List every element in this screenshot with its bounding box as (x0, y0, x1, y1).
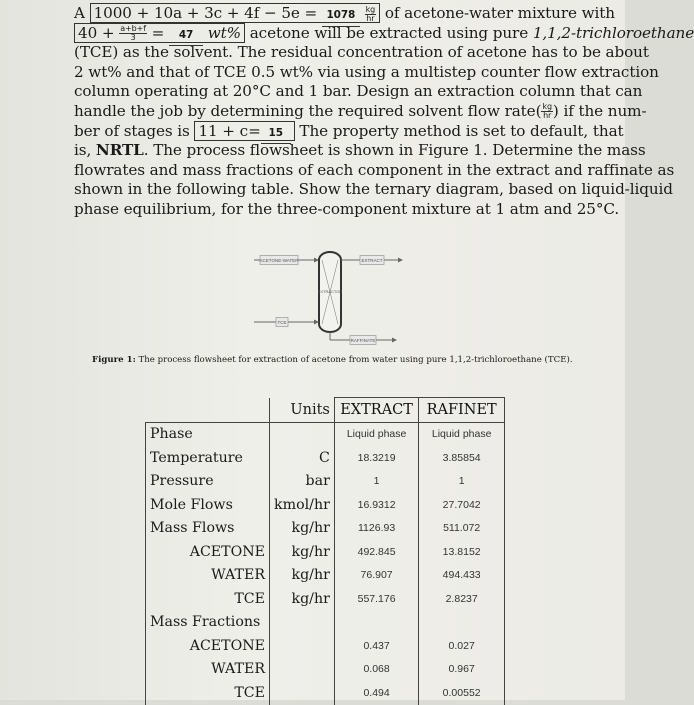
table-row (146, 493, 505, 517)
row-name: WATER (146, 658, 270, 682)
raffinate-arrow (392, 338, 397, 343)
table-row (146, 634, 505, 658)
equation-box-2 (74, 23, 245, 43)
row-unit: C (270, 446, 335, 470)
header-extract: EXTRACT (334, 398, 418, 423)
extract-arrow (398, 258, 403, 263)
row-extract-value (334, 611, 418, 635)
line1-suffix: of acetone-water mixture with (380, 4, 615, 22)
row-unit (270, 658, 335, 682)
solvent-name: 1,1,2-trichloroethane (532, 23, 694, 42)
problem-line-6: handle the job by determining the required solvent flow rate( $\frac{kg}{hr}$ ) if the num- (74, 101, 647, 121)
header-blank (146, 398, 270, 423)
row-name: WATER (146, 564, 270, 588)
equation-box-1 (90, 3, 381, 23)
table-row (146, 564, 505, 588)
row-name: Pressure (146, 470, 270, 494)
problem-line-9: flowrates and mass fractions of each component in the extract and raffinate as (74, 160, 675, 179)
table-row (146, 681, 505, 705)
caption-label: Figure 1: (92, 355, 136, 365)
row-name: Phase (146, 422, 270, 446)
problem-line-3: (TCE) as the solvent. The residual concentration of acetone has to be about (74, 43, 649, 62)
answer-blank-3[interactable]: 15 (261, 124, 291, 145)
problem-line-10: shown in the following table. Show the ternary diagram, based on liquid-liquid (74, 180, 673, 199)
answer-blank-1[interactable]: 1078 (322, 6, 360, 27)
table-row (146, 611, 505, 635)
solvent-label: TCE (277, 320, 287, 325)
problem-line-11: phase equilibrium, for the three-component mixture at 1 atm and 25°C. (74, 199, 620, 218)
row-raffinate-value: 2.8237 (419, 587, 505, 611)
equation-box-7: 11 + c= 15 (194, 121, 294, 141)
row-name: ACETONE (146, 540, 270, 564)
row-extract-value: 1126.93 (334, 517, 418, 541)
row-unit (270, 681, 335, 705)
row-unit: kg/hr (270, 587, 335, 611)
extract-label: EXTRACT (361, 258, 383, 263)
results-table (145, 397, 505, 705)
row-raffinate-value (419, 611, 505, 635)
row-extract-value: 0.494 (334, 681, 418, 705)
header-units: Units (270, 398, 335, 423)
table-row (146, 658, 505, 682)
equation-2b: = (146, 23, 170, 42)
row-unit (270, 422, 335, 446)
row-extract-value: 0.068 (334, 658, 418, 682)
row-extract-value: 492.845 (334, 540, 418, 564)
equation-2a: 40 + (78, 23, 120, 42)
row-extract-value: Liquid phase (334, 422, 418, 446)
row-raffinate-value: 494.433 (419, 564, 505, 588)
equation-1: 1000 + 10a + 3c + 4f − 5e = (93, 4, 318, 22)
row-raffinate-value: 13.8152 (419, 540, 505, 564)
table-row (146, 446, 505, 470)
unit-fraction-6: $\frac{kg}{hr}$ (542, 102, 552, 121)
problem-line-4: 2 wt% and that of TCE 0.5 wt% via using a multistep counter flow extraction (74, 62, 659, 81)
table-row (146, 540, 505, 564)
row-extract-value: 16.9312 (334, 493, 418, 517)
row-raffinate-value: 1 (419, 470, 505, 494)
row-name: Mass Flows (146, 517, 270, 541)
feed-label: ACETONE-WATER (259, 258, 299, 263)
row-unit: kg/hr (270, 517, 335, 541)
problem-line-7: ber of stages is 11 + c= 15 The property method is set to default, that (74, 122, 614, 142)
row-raffinate-value: 27.7042 (419, 493, 505, 517)
problem-statement (74, 4, 694, 220)
nrtl-label: NRTL (95, 141, 144, 160)
problem-line-8: is, NRTL. The process flowsheet is shown in Figure 1. Determine the mass (74, 141, 646, 160)
row-unit (270, 611, 335, 635)
row-raffinate-value: Liquid phase (419, 422, 505, 446)
row-extract-value: 557.176 (334, 587, 418, 611)
table-header-row (146, 398, 505, 423)
row-raffinate-value: 0.00552 (419, 681, 505, 705)
row-unit: kg/hr (270, 540, 335, 564)
row-unit: kmol/hr (270, 493, 335, 517)
table-row (146, 587, 505, 611)
row-name: Mass Fractions (146, 611, 270, 635)
row-raffinate-value: 511.072 (419, 517, 505, 541)
figure-caption (92, 355, 612, 365)
row-extract-value: 0.437 (334, 634, 418, 658)
row-name: ACETONE (146, 634, 270, 658)
header-raffinate: RAFINET (419, 398, 505, 423)
line2-suffix: acetone will be extracted using pure (245, 23, 533, 42)
table-row (146, 517, 505, 541)
row-name: Mole Flows (146, 493, 270, 517)
problem-line-5: column operating at 20°C and 1 bar. Design an extraction column that can (74, 82, 643, 101)
row-raffinate-value: 0.967 (419, 658, 505, 682)
row-unit (270, 634, 335, 658)
process-flowsheet-diagram (250, 246, 410, 346)
row-unit: bar (270, 470, 335, 494)
row-unit: kg/hr (270, 564, 335, 588)
table-row (146, 422, 505, 446)
wt-unit: wt% (207, 23, 241, 42)
unit-fraction-1: $\frac{kg}{hr}$ (365, 4, 376, 23)
row-name: Temperature (146, 446, 270, 470)
row-extract-value: 1 (334, 470, 418, 494)
row-extract-value: 76.907 (334, 564, 418, 588)
caption-text: The process flowsheet for extraction of acetone from water using pure 1,1,2-trichloroethane (TCE). (135, 355, 573, 365)
row-extract-value: 18.3219 (334, 446, 418, 470)
answer-blank-2[interactable]: 47 (169, 26, 203, 47)
table-row (146, 470, 505, 494)
row-name: TCE (146, 681, 270, 705)
fraction-abf: $\frac{a+b+f}{3}$ (120, 24, 146, 43)
line1-prefix: A (74, 4, 90, 22)
row-raffinate-value: 3.85854 (419, 446, 505, 470)
raffinate-label: RAFFINATE (350, 338, 376, 343)
problem-line-1 (74, 4, 614, 24)
problem-line-2 (74, 23, 694, 44)
row-name: TCE (146, 587, 270, 611)
row-raffinate-value: 0.027 (419, 634, 505, 658)
column-label: EXTRACTOR (317, 289, 343, 294)
